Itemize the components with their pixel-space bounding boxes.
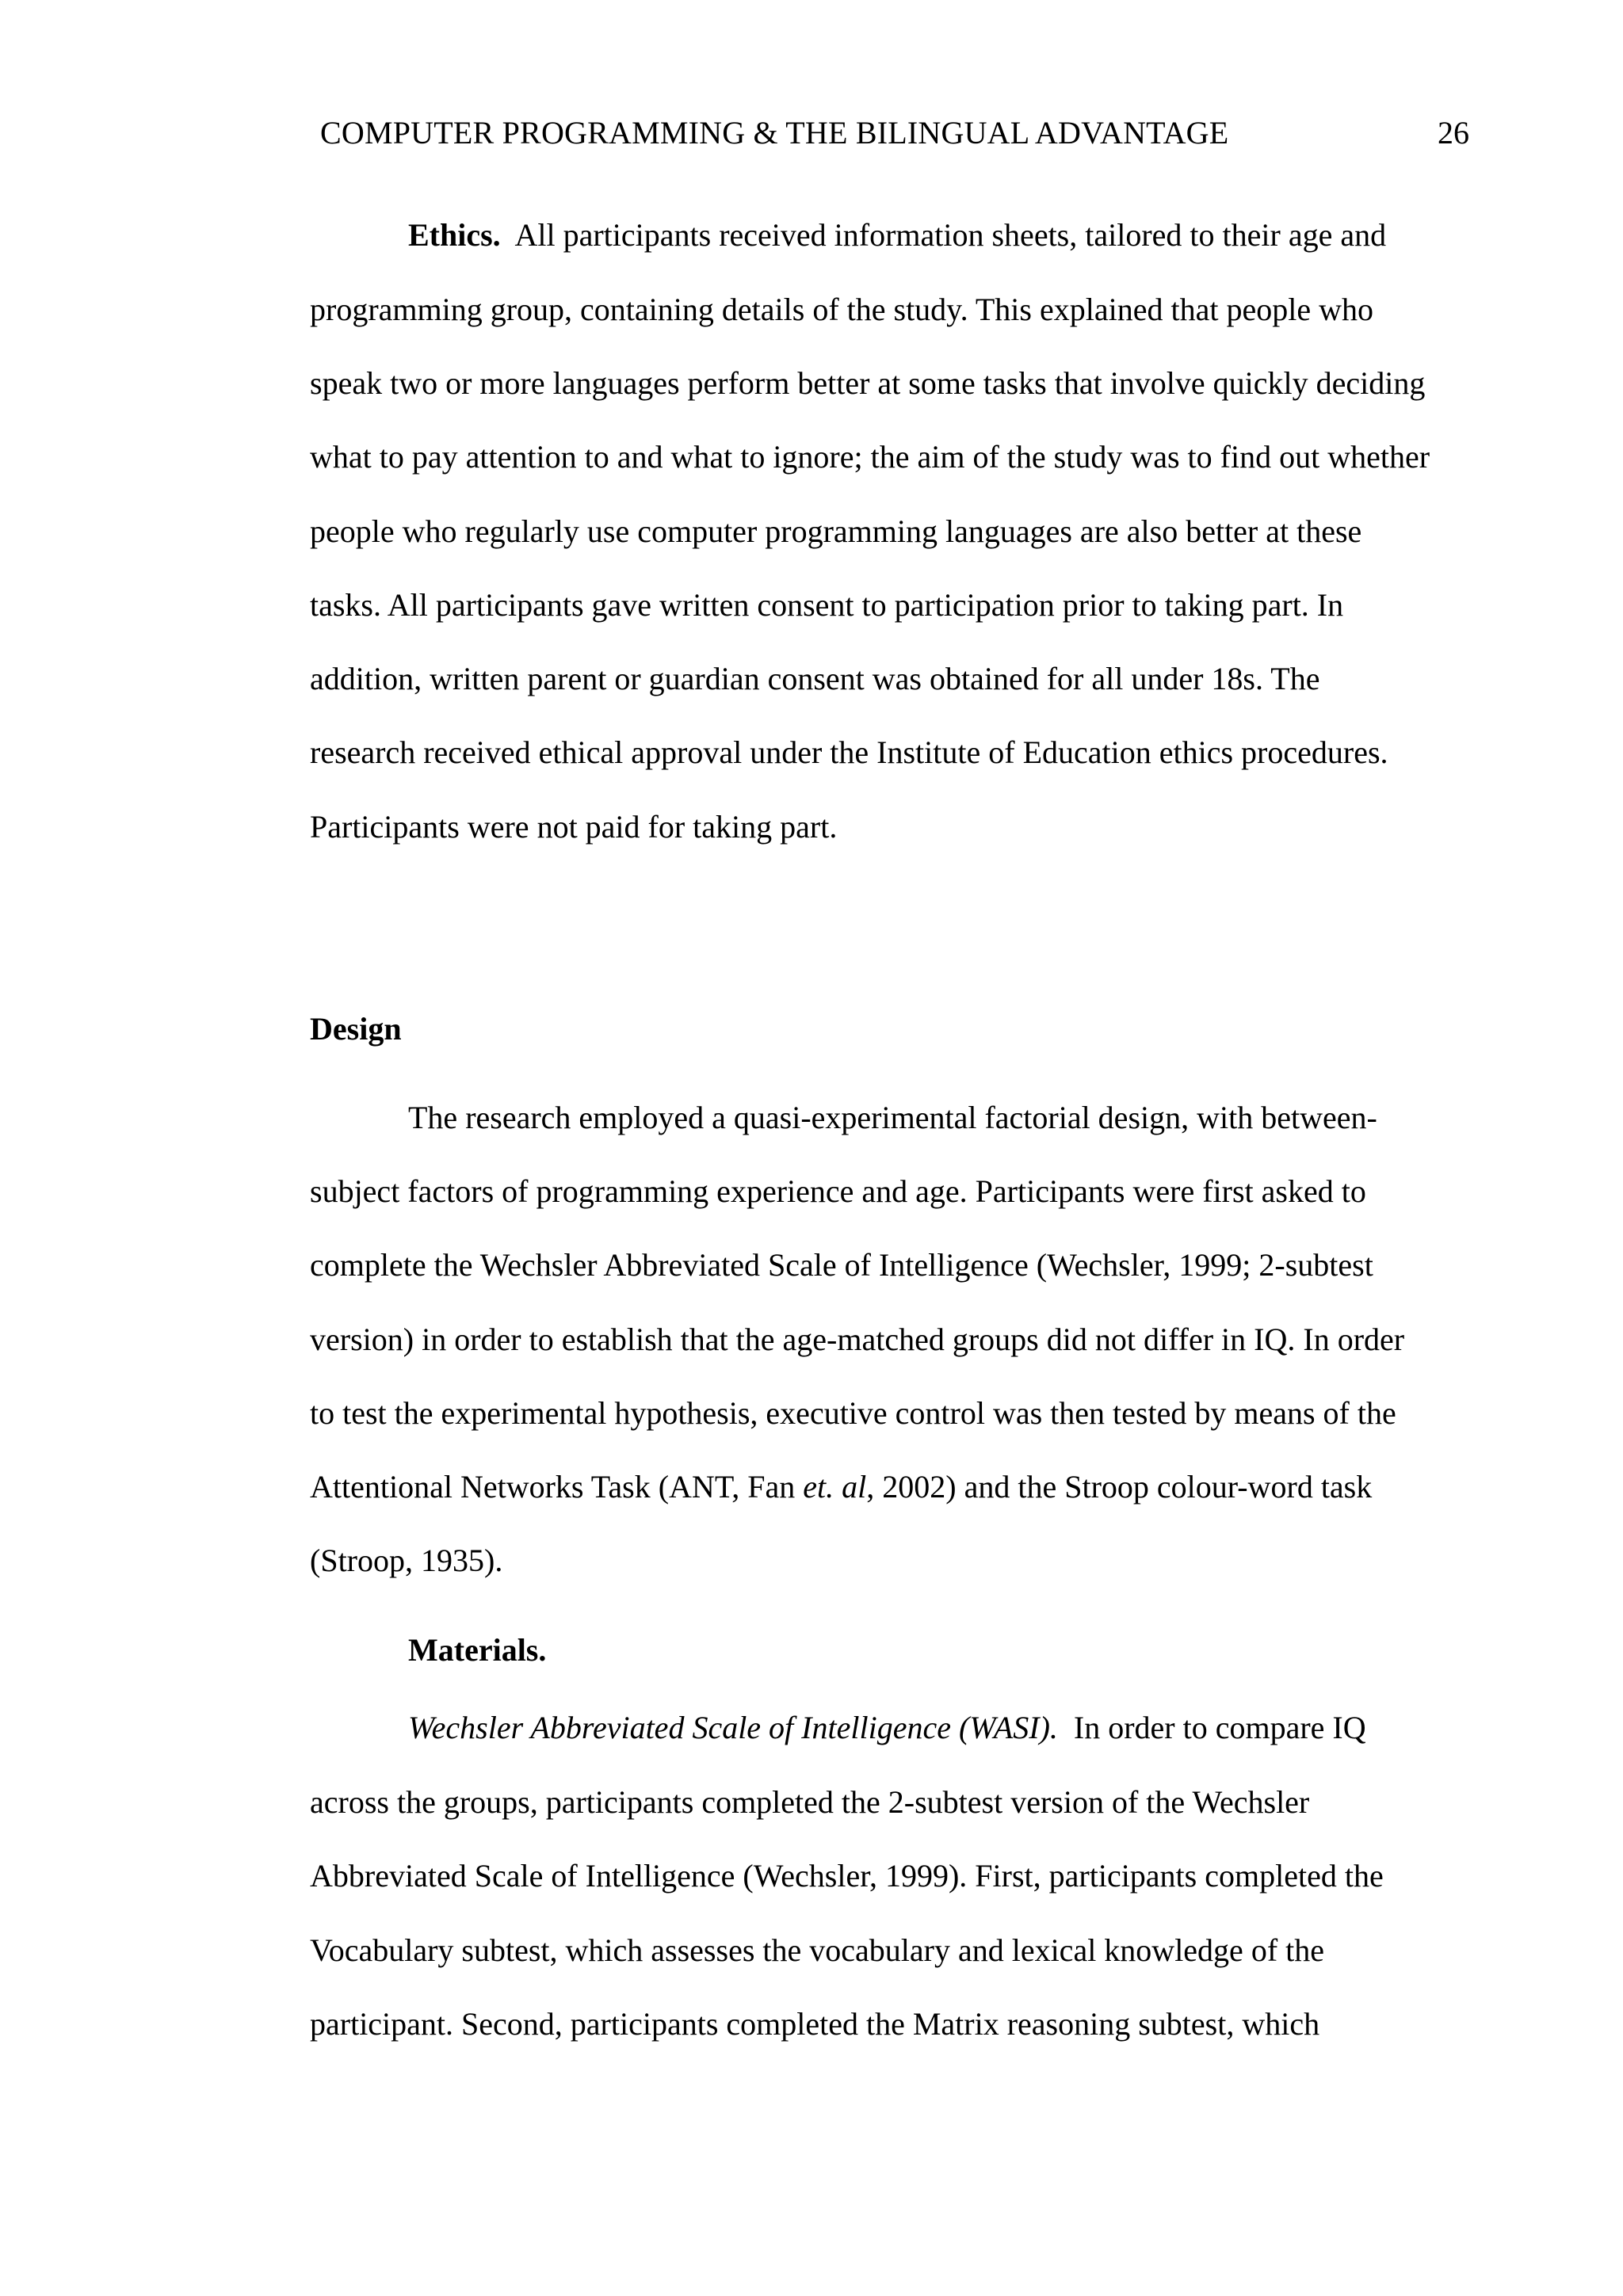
ethics-heading: Ethics. (408, 217, 501, 253)
ethics-paragraph-line-8: research received ethical approval under the Institute of Education ethics procedures. (310, 734, 1388, 770)
ethics-paragraph-line-7: addition, written parent or guardian consent was obtained for all under 18s. The (310, 661, 1320, 696)
wasi-line-1-rest: In order to compare IQ (1057, 1710, 1366, 1745)
ethics-paragraph-line-2: programming group, containing details of the study. This explained that people who (310, 292, 1373, 327)
ethics-paragraph-line-1 (408, 215, 1386, 256)
ethics-paragraph-line-5: people who regularly use computer programming languages are also better at these (310, 513, 1362, 549)
ethics-paragraph-line-4: what to pay attention to and what to ignore; the aim of the study was to find out whether (310, 439, 1430, 475)
design-paragraph-line-5: to test the experimental hypothesis, executive control was then tested by means of the (310, 1395, 1396, 1431)
wasi-paragraph-line-4: Vocabulary subtest, which assesses the vocabulary and lexical knowledge of the (310, 1932, 1324, 1968)
ethics-paragraph-line-9: Participants were not paid for taking part. (310, 809, 838, 845)
page-number: 26 (1438, 115, 1469, 151)
wasi-paragraph-line-5: participant. Second, participants completed the Matrix reasoning subtest, which (310, 2006, 1320, 2042)
running-head: COMPUTER PROGRAMMING & THE BILINGUAL ADVANTAGE (320, 115, 1229, 151)
design-paragraph-line-4: version) in order to establish that the age-matched groups did not differ in IQ. In order (310, 1322, 1405, 1357)
design-paragraph-line-1: The research employed a quasi-experimental factorial design, with between- (408, 1100, 1377, 1135)
design-heading: Design (310, 1011, 402, 1047)
ethics-paragraph-line-6: tasks. All participants gave written consent to participation prior to taking part. In (310, 587, 1344, 623)
ethics-line-1-text: All participants received information sheets, tailored to their age and (500, 217, 1387, 253)
design-line-6-before: Attentional Networks Task (ANT, Fan (310, 1469, 804, 1505)
design-paragraph-line-2: subject factors of programming experience and age. Participants were first asked to (310, 1173, 1366, 1209)
wasi-paragraph-line-3: Abbreviated Scale of Intelligence (Wechsler, 1999). First, participants completed the (310, 1858, 1384, 1894)
wasi-paragraph-line-2: across the groups, participants completed the 2-subtest version of the Wechsler (310, 1784, 1310, 1820)
design-paragraph-line-6 (310, 1466, 1372, 1508)
wasi-title: Wechsler Abbreviated Scale of Intelligence (WASI). (408, 1710, 1058, 1745)
design-line-6-after: , 2002) and the Stroop colour-word task (866, 1469, 1373, 1505)
materials-heading: Materials. (408, 1632, 547, 1668)
design-line-6-italic: et. al (803, 1469, 867, 1505)
ethics-paragraph-line-3: speak two or more languages perform better at some tasks that involve quickly deciding (310, 365, 1426, 401)
wasi-paragraph-line-1 (408, 1707, 1366, 1749)
design-paragraph-line-7: (Stroop, 1935). (310, 1543, 503, 1578)
design-paragraph-line-3: complete the Wechsler Abbreviated Scale of Intelligence (Wechsler, 1999; 2-subtest (310, 1247, 1373, 1283)
